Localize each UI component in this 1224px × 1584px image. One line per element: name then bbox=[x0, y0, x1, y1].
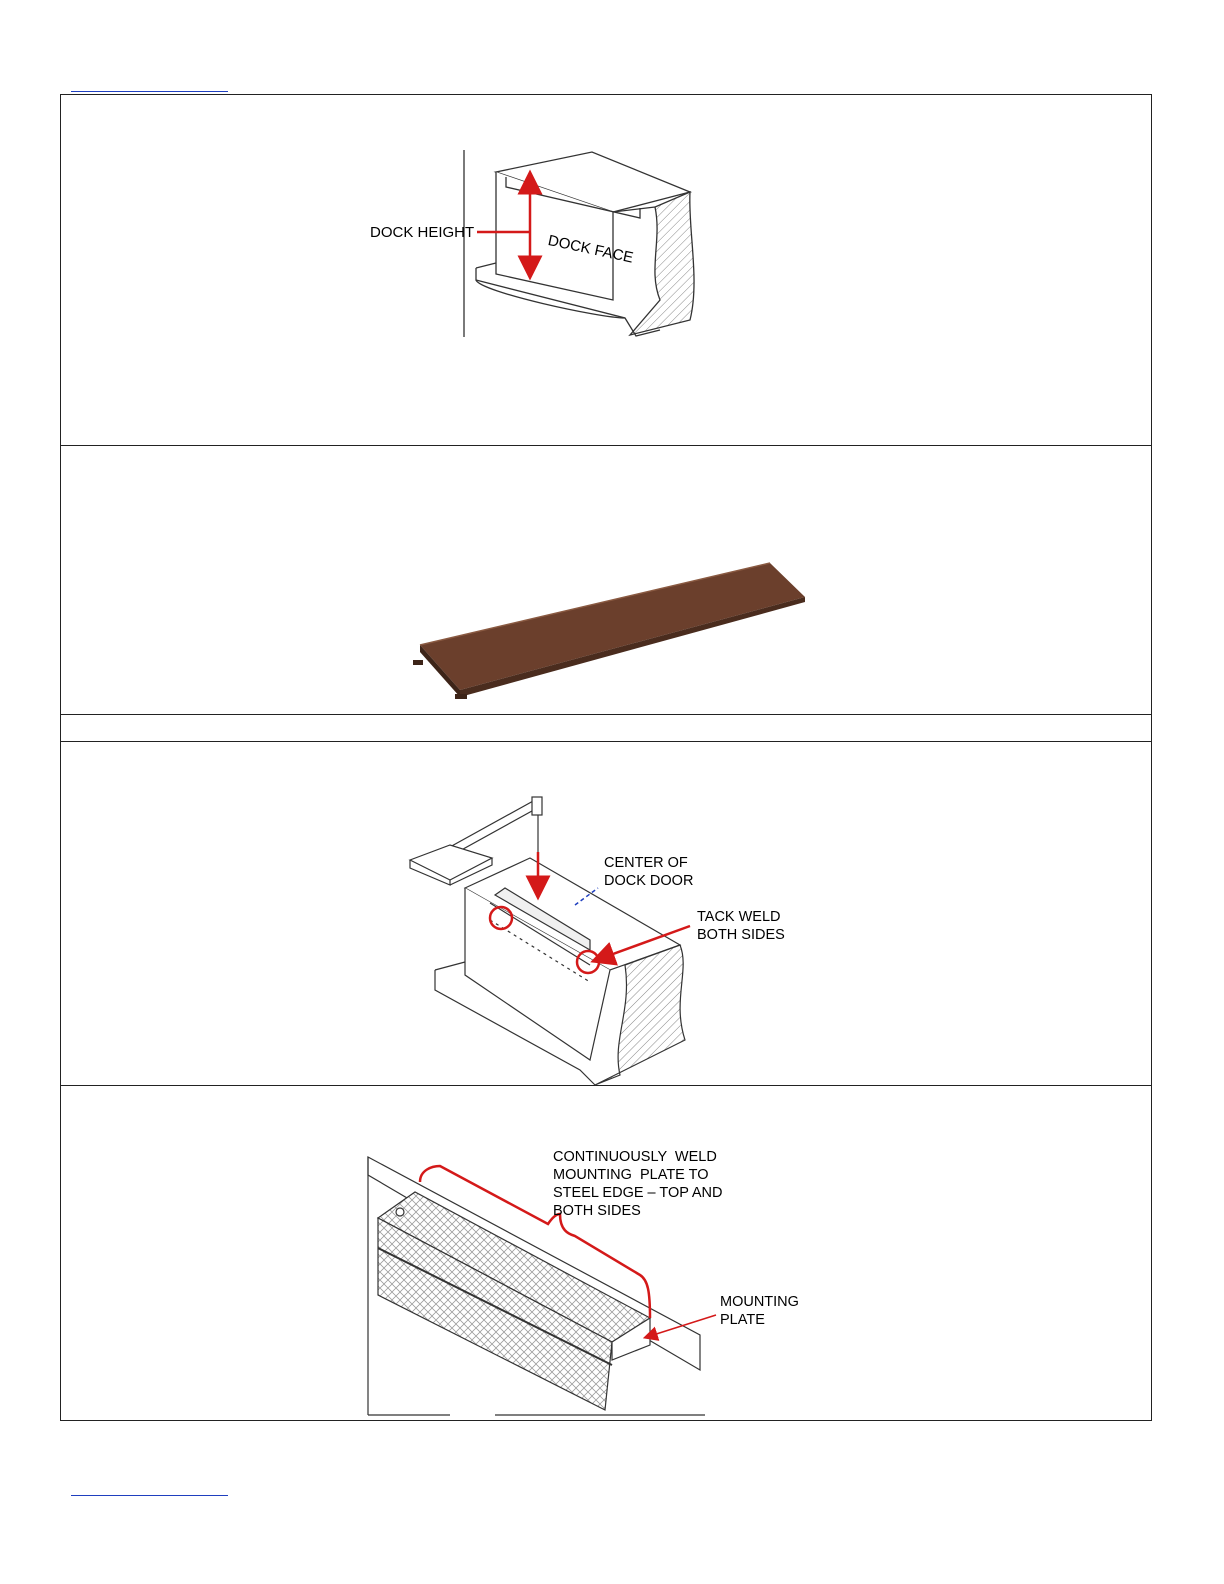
dock-height-label: DOCK HEIGHT bbox=[370, 224, 475, 241]
mounting-plate-label: MOUNTING PLATE bbox=[720, 1294, 799, 1328]
tack-weld-label: TACK WELD BOTH SIDES bbox=[697, 909, 785, 943]
dock-face-label: DOCK FACE bbox=[546, 232, 635, 267]
center-of-dock-door-label: CENTER OF DOCK DOOR bbox=[604, 855, 694, 889]
continuous-weld-label: CONTINUOUSLY WELD MOUNTING PLATE TO STEEL EDGE – TOP AND BOTH SIDES bbox=[553, 1149, 723, 1219]
